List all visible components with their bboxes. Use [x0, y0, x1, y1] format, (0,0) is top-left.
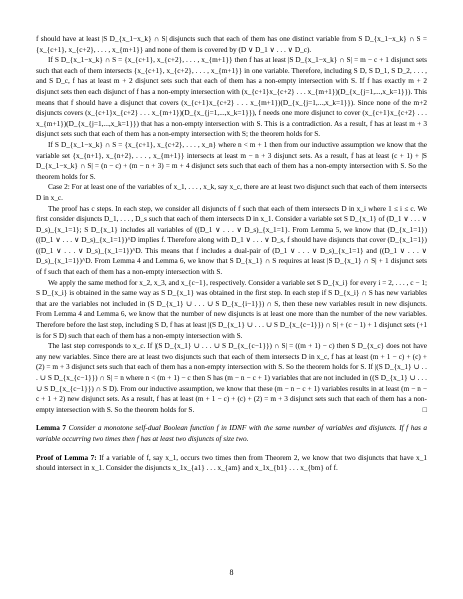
- paragraph-1: f should have at least |S D_{x_1−x_k} ∩ S| disjuncts such that each of them has one distinct variable from S D_{x_1−x_k} ∩ S = {x_{c+1}, x_{c+2}, . . . , x_{m+1}} and none of them is covered by (D ∨ D_1 ∨ . . . ∨ D_c).: [36, 34, 427, 54]
- paragraph-2: If S D_{x_1−x_k} ∩ S = {x_{c+1}, x_{c+2}, . . . , x_{m+1}} then f has at least |S D_{x_1−x_k} ∩ S| = m − c + 1 disjunct sets such that each of them intersects {x_{c+1}, x_{c+2}, . . . , x_{m+1}} in one variable. Therefore, including S D, S D_1, S D_2, . . . , and S D_c, f has at least m + 2 disjunct sets such that each of them has a non-empty intersection with S. If f has exactly m + 2 disjunct sets then each disjunct of f has a non-empty intersection with (x_{c+1}x_{c+2} . . . x_{m+1})(D_{x_{j=1,...,x_k=1}}). This means that f should have a disjunct that covers (x_{c+1}x_{c+2} . . . x_{m+1})(D_{x_{j=1,...,x_k=1}}). Since none of the m+2 disjuncts covers (x_{c+1}x_{c+2} . . . x_{m+1})(D_{x_{j=1,...,x_k=1}}), f needs one more disjunct to cover (x_{c+1}x_{c+2} . . . x_{m+1})(D_{x_{j=1,...,x_k=1}}) that has a non-empty intersection with S. This is a contradiction. As a result, f has at least m + 3 disjunct sets such that each of them has a non-empty intersection with S; the theorem holds for S.: [36, 55, 427, 139]
- paragraph-7-text: The last step corresponds to x_c. If |(S D_{x_1} ∪ . . . ∪ S D_{x_{c−1}}) ∩ S| = ((m + 1) − c) then S D_{x_c} does not have any new variables. Since there are at least two disjuncts such that each of them intersects D in x_c, f has at least (m + 1 − c) + (c) + (2) = m + 3 disjunct sets such that each of them has a non-empty intersection with S. So the theorem holds for S. If |(S D_{x_1} ∪ . . . ∪ S D_{x_{c−1}}) ∩ S| = n where n < (m + 1) − c then S has (m − n − c + 1) variables that are not included in ((S D_{x_1} ∪ . . . ∪ S D_{x_{c−1}}) ∩ S D). From our inductive assumption, we know that these (m − n − c + 1) variables results in at least (m − n − c + 1 + 2) new disjunct sets. As a result, f has at least (m + 1 − c) + (c) + (2) = m + 3 disjunct sets such that each of them has a non-empty intersection with S. So the theorem holds for S.: [36, 341, 427, 414]
- paragraph-6: We apply the same method for x_2, x_3, and x_{c−1}, respectively. Consider a variable set S D_{x_i} for every i = 2, . . . , c − 1; S D_{x_i} is obtained in the same way as S D_{x_1} was obtained in the first step. In each step if S D_{x_i} ∩ S has new variables that are the variables not included in (S D_{x_1} ∪ . . . ∪ S D_{x_{i−1}}) ∩ S, then these new variables result in new disjuncts. From Lemma 4 and Lemma 6, we know that the number of new disjuncts is at least one more than the number of the new variables. Therefore before the last step, including S D, f has at least |(S D_{x_1} ∪ . . . ∪ S D_{x_{c−1}}) ∩ S| + (c − 1) + 1 disjunct sets (+1 is for S D) such that each of them has a non-empty intersection with S.: [36, 277, 427, 340]
- paragraph-7: [36, 341, 427, 415]
- paragraph-5: The proof has c steps. In each step, we consider all disjuncts of f such that each of them intersects D in x_i where 1 ≤ i ≤ c. We first consider disjuncts D_1, . . . , D_s such that each of them intersects D in x_1. Consider a variable set S D_{x_1} of (D_1 ∨ . . . ∨ D_s)_{x_1=1}; S D_{x_1} includes all variables of ((D_1 ∨ . . . ∨ D_s)_{x_1=1}. From Lemma 5, we know that (D_{x_1=1})((D_1 ∨ . . . ∨ D_s)_{x_1=1})^D implies f. Therefore along with D_1 ∨ . . . ∨ D_s, f should have disjuncts that cover (D_{x_1=1})((D_1 ∨ . . . ∨ D_s)_{x_1=1})^D. This means that f includes a dual-pair of (D_1 ∨ . . . ∨ D_s)_{x_1=1} and ((D_1 ∨ . . . ∨ D_s)_{x_1=1})^D. From Lemma 4 and Lemma 6, we know that S D_{x_1} ∩ S requires at least |S D_{x_1} ∩ S| + 1 disjunct sets of f such that each of them has a non-empty intersection with S.: [36, 203, 427, 277]
- lemma-7: [36, 423, 427, 444]
- page-number: 8: [229, 568, 234, 577]
- spacer-2: [36, 445, 427, 453]
- proof-label: Proof of Lemma 7:: [36, 452, 97, 462]
- lemma-label: Lemma 7: [36, 423, 67, 433]
- paragraph-case-2: Case 2: For at least one of the variables of x_1, . . . , x_k, say x_c, there are at least two disjunct such that each of them intersects D in x_c.: [36, 182, 427, 202]
- lemma-text: Consider a monotone self-dual Boolean function f in IDNF with the same number of variables and disjuncts. If f has a variable occurring two times then f has at least two disjuncts of size two.: [36, 423, 427, 443]
- proof-of-lemma-7: [36, 453, 427, 474]
- qed-symbol: □: [422, 404, 427, 414]
- paper-page: [36, 34, 427, 474]
- spacer: [36, 415, 427, 423]
- proof-text: If a variable of f, say x_1, occurs two times then from Theorem 2, we know that two disjuncts that have x_1 should intersect in x_1. Consider the disjuncts x_1x_{a1} . . . x_{am} and x_1x_{b1} . . . x_{bm} of f.: [36, 452, 427, 473]
- paragraph-3: If S D_{x_1−x_k} ∩ S = {x_{c+1}, x_{c+2}, . . . , x_n} where n < m + 1 then from our inductive assumption we know that the variable set {x_{n+1}, x_{n+2}, . . . , x_{m+1}} intersects at least m − n + 3 disjunct sets. As a result, f has at least (c + 1) + |S D_{x_1−x_k} ∩ S| = (n − c) + (m − n + 3) = m + 4 disjunct sets such that each of them has a non-empty intersection with S. So the theorem holds for S.: [36, 139, 427, 181]
